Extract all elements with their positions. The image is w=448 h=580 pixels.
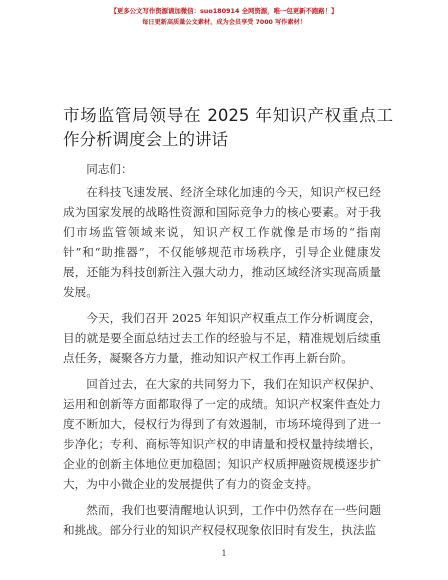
paragraph: 在科技飞速发展、经济全球化加速的今天，知识产权已经成为国家发展的战略性资源和国际竞争力的核心要素。对于我们市场监管领域来说，知识产权工作就像是市场的“指南针”和“助推器”，不仅能够规范市场秩序，引导企业健康发展，还能为科技创新注入强大动力，推动区域经济实现高质量发展。	[63, 185, 381, 299]
document-body	[63, 159, 381, 546]
promo-banner-line-2: 每日更新高质量公文素材，成为会员享受 7000 写作素材！	[142, 19, 306, 26]
page-number: 1	[221, 549, 227, 558]
promo-banner	[0, 6, 448, 28]
paragraph: 然而，我们也要清醒地认识到，工作中仍然存在一些问题和挑战。部分行业的知识产权侵权现象依旧时有发生，执法监	[63, 503, 381, 537]
paragraph: 今天，我们召开 2025 年知识产权重点工作分析调度会，目的就是要全面总结过去工作的经验与不足，精准规划后续重点任务，凝聚各方力量，推动知识产权工作再上新台阶。	[63, 311, 381, 365]
salutation: 同志们：	[86, 162, 133, 176]
paragraph: 回首过去，在大家的共同努力下，我们在知识产权保护、运用和创新等方面都取得了一定的成绩。知识产权案件查处力度不断加大，侵权行为得到了有效遏制，市场环境得到了进一步净化；专利、商标等知识产权的申请量和授权量持续增长，企业的创新主体地位更加稳固；知识产权质押融资规模逐步扩大，为中小微企业的发展提供了有力的资金支持。	[63, 377, 381, 491]
document-title: 市场监管局领导在 2025 年知识产权重点工作分析调度会上的讲话	[63, 106, 393, 149]
promo-banner-line-1: 【更多公文写作资源请加微信：suo180914 全网资源，唯一包更新不跑路！】	[110, 7, 338, 15]
